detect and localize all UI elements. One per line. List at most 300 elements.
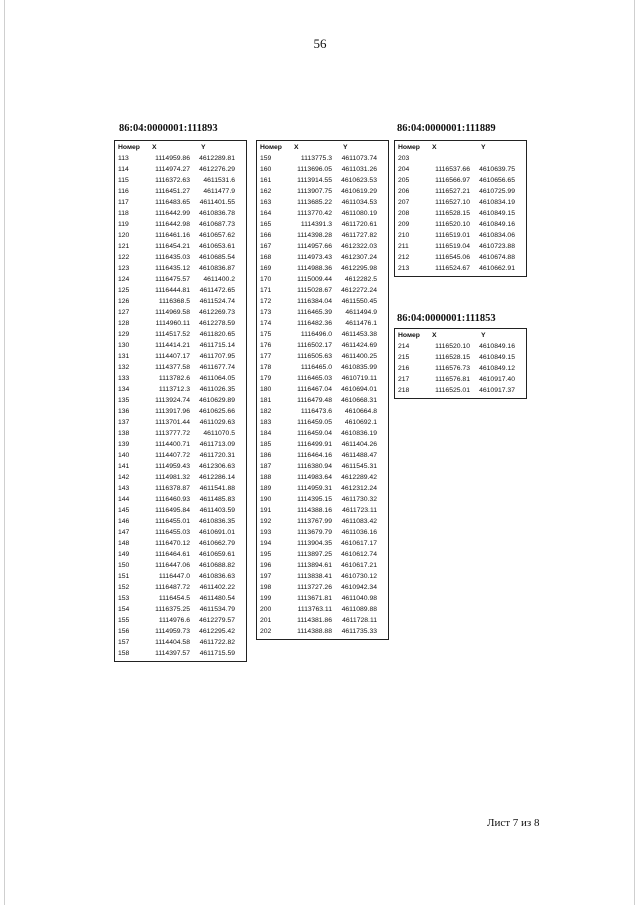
point-x: 1114517.52 [155,331,190,338]
point-y: 4611820.65 [199,331,235,338]
table-row [260,494,385,505]
table-row [118,527,243,538]
point-number: 119 [118,221,129,228]
table-row [260,208,385,219]
table-row [118,384,243,395]
point-y: 4611720.61 [341,221,377,228]
table-row [118,164,243,175]
point-x: 1113767.99 [297,518,332,525]
point-x: 1114983.64 [297,474,332,481]
point-x: 1113696.05 [297,166,332,173]
point-number: 124 [118,276,130,283]
point-y: 4612322.03 [341,243,377,250]
point-y: 4611524.74 [199,298,235,305]
point-y: 4611476.1 [345,320,377,327]
point-y: 4611031.26 [341,166,377,173]
point-y: 4610692.1 [344,419,377,426]
table-row [118,219,243,230]
point-x: 1116454.21 [155,243,190,250]
point-number: 206 [398,188,410,195]
point-y [473,153,515,164]
point-number: 117 [118,199,129,206]
table-row [260,626,385,637]
header-number: Номер [398,144,420,151]
table-row [260,395,385,406]
table-row [260,274,385,285]
point-number: 192 [260,518,272,525]
coordinates-table-111889 [394,140,527,277]
point-y: 4612276.29 [199,166,235,173]
point-number: 160 [260,166,272,173]
point-x: 1116464.61 [155,551,190,558]
point-y: 4610691.01 [199,529,235,536]
table-row [260,296,385,307]
point-y: 4611715.14 [199,342,235,349]
table-row [260,593,385,604]
point-x: 1116505.63 [297,353,332,360]
point-y: 4611424.69 [341,342,377,349]
point-y: 4610674.88 [479,254,515,261]
point-x: 1116459.04 [297,430,332,437]
coordinates-table-111893-part-2 [256,140,389,640]
point-y: 4610849.16 [479,343,515,350]
point-y: 4612278.59 [199,320,235,327]
scan-edge-right [634,0,635,905]
point-number: 201 [260,617,272,624]
point-x: 1114973.43 [297,254,332,261]
point-x: 1114974.27 [155,166,190,173]
point-number: 213 [398,265,410,272]
point-number: 127 [118,309,130,316]
table-row [260,560,385,571]
table-row [260,582,385,593]
table-row [118,241,243,252]
table-row [260,516,385,527]
point-x: 1116467.04 [297,386,332,393]
point-number: 210 [398,232,410,239]
point-x: 1116473.6 [300,408,332,415]
point-y: 4611727.82 [341,232,377,239]
point-x: 1114959.31 [297,485,332,492]
table-row [118,450,243,461]
header-x: X [432,144,437,151]
table-row [118,175,243,186]
header-x: X [432,332,437,339]
point-x: 1113917.96 [155,408,190,415]
point-x: 1114414.21 [155,342,190,349]
point-number: 152 [118,584,130,591]
point-y: 4612279.57 [199,617,235,624]
point-x: 1116527.21 [435,188,470,195]
point-x: 1114404.58 [155,639,190,646]
point-y: 4612269.73 [199,309,235,316]
point-y: 4611083.42 [341,518,377,525]
table-row [260,384,385,395]
point-number: 176 [260,342,272,349]
point-x: 1116520.10 [435,343,470,350]
table-row [118,505,243,516]
point-y: 4610653.61 [199,243,235,250]
point-number: 183 [260,419,272,426]
header-x: X [294,144,299,151]
parcel-title-111889: 86:04:0000001:111889 [397,123,496,134]
table-row [260,472,385,483]
table-row [118,604,243,615]
point-number: 198 [260,584,272,591]
point-y: 4611715.59 [199,650,235,657]
point-x: 1116380.94 [297,463,332,470]
point-number: 116 [118,188,129,195]
point-x: 1114377.58 [155,364,190,371]
table-row [398,241,523,252]
point-x: 1116455.01 [155,518,190,525]
page-number: 56 [313,36,327,51]
table-row [260,164,385,175]
point-x: 1114381.86 [297,617,332,624]
point-y: 4611722.82 [199,639,235,646]
point-y: 4610836.78 [199,210,235,217]
header-number: Номер [398,332,420,339]
table-row [118,516,243,527]
point-number: 143 [118,485,130,492]
point-number: 190 [260,496,272,503]
point-y: 4610836.87 [199,265,235,272]
table-row [260,175,385,186]
point-x: 1116444.81 [155,287,190,294]
table-row [118,615,243,626]
point-number: 161 [260,177,272,184]
table-header-row [398,330,523,341]
point-y: 4610835.99 [341,364,377,371]
table-row [398,363,523,374]
table-row [260,450,385,461]
table-row [118,296,243,307]
point-x: 1116525.01 [435,387,470,394]
table-row [260,549,385,560]
scan-edge-left [4,0,5,905]
point-x: 1116461.16 [155,232,190,239]
table-row [260,153,385,164]
point-x: 1114960.11 [155,320,190,327]
table-row [118,593,243,604]
table-row [260,538,385,549]
point-number: 115 [118,177,129,184]
point-y: 4612295.98 [341,265,377,272]
point-number: 113 [118,155,129,162]
point-x: 1116527.10 [435,199,470,206]
table-header-row [398,142,523,153]
point-x: 1116368.5 [158,298,190,305]
point-y: 4610657.62 [199,232,235,239]
point-number: 189 [260,485,272,492]
point-number: 199 [260,595,272,602]
point-y: 4610694.01 [341,386,377,393]
point-number: 122 [118,254,130,261]
point-number: 212 [398,254,410,261]
point-number: 197 [260,573,272,580]
coordinates-table-111893-part-1 [114,140,247,662]
point-x: 1114400.71 [155,441,190,448]
point-number: 147 [118,529,130,536]
point-x: 1116483.65 [155,199,190,206]
point-number: 214 [398,343,410,350]
point-x: 1113894.61 [297,562,332,569]
table-row [118,406,243,417]
point-x: 1116447.0 [158,573,190,580]
point-number: 164 [260,210,272,217]
point-number: 136 [118,408,130,415]
point-y: 4611404.26 [341,441,377,448]
point-number: 149 [118,551,130,558]
point-number: 168 [260,254,272,261]
point-y: 4612289.81 [199,155,235,162]
table-row [398,230,523,241]
point-y: 4611707.95 [199,353,235,360]
point-y: 4611480.54 [199,595,235,602]
point-x: 1113777.72 [155,430,190,437]
table-row [260,604,385,615]
table-row [260,439,385,450]
table-row [260,527,385,538]
point-y: 4610836.63 [199,573,235,580]
point-number: 195 [260,551,272,558]
header-y: Y [481,332,486,339]
point-y: 4610836.19 [341,430,377,437]
point-x: 1113897.25 [297,551,332,558]
point-x: 1113914.55 [297,177,332,184]
header-number: Номер [118,144,140,151]
point-y: 4611073.74 [341,155,377,162]
point-number: 155 [118,617,130,624]
point-number: 166 [260,232,272,239]
point-x: 1114959.43 [155,463,190,470]
point-x: 1116460.93 [155,496,190,503]
point-y: 4611036.16 [341,529,377,536]
point-number: 174 [260,320,272,327]
point-x: 1116375.25 [155,606,190,613]
table-row [118,153,243,164]
point-number: 159 [260,155,272,162]
point-y: 4611534.79 [199,606,235,613]
point-x: 1113727.26 [297,584,332,591]
point-y: 4611403.59 [199,507,235,514]
table-row [260,230,385,241]
table-header-row [118,142,243,153]
table-row [118,549,243,560]
point-x: 1116459.05 [297,419,332,426]
point-y: 4612307.24 [341,254,377,261]
point-x: 1113838.41 [297,573,332,580]
sheet-footer: Лист 7 из 8 [487,817,540,829]
point-x: 1116455.03 [155,529,190,536]
point-number: 216 [398,365,410,372]
point-x: 1115009.44 [297,276,332,283]
point-number: 132 [118,364,130,371]
point-x: 1116372.63 [155,177,190,184]
point-number: 202 [260,628,272,635]
table-row [398,197,523,208]
table-row [260,428,385,439]
point-x: 1116465.39 [297,309,332,316]
point-number: 170 [260,276,272,283]
point-number: 140 [118,452,130,459]
point-x: 1114388.88 [297,628,332,635]
table-row [118,208,243,219]
point-x: 1116519.01 [435,232,470,239]
table-row [118,626,243,637]
point-y: 4611545.31 [341,463,377,470]
point-number: 205 [398,177,410,184]
table-row [118,472,243,483]
point-y: 4611400.2 [203,276,235,283]
point-x: 1116520.10 [435,221,470,228]
point-x: 1116499.91 [297,441,332,448]
table-row [118,186,243,197]
point-number: 114 [118,166,129,173]
point-y: 4611401.55 [199,199,235,206]
point-x: 1116454.5 [158,595,190,602]
point-number: 182 [260,408,272,415]
point-y: 4610834.06 [479,232,515,239]
table-row [398,208,523,219]
point-y: 4611064.05 [199,375,235,382]
point-number: 138 [118,430,130,437]
table-row [260,571,385,582]
point-y: 4610623.53 [341,177,377,184]
point-x: 1114388.16 [297,507,332,514]
point-number: 134 [118,386,130,393]
table-row [118,318,243,329]
table-row [260,362,385,373]
table-row [398,374,523,385]
point-y: 4612295.42 [199,628,235,635]
point-y: 4611477.9 [203,188,235,195]
table-row [260,329,385,340]
point-number: 129 [118,331,130,338]
point-x: 1114407.17 [155,353,190,360]
point-number: 139 [118,441,130,448]
point-y: 4611494.9 [345,309,377,316]
point-number: 175 [260,331,272,338]
header-y: Y [343,144,348,151]
table-row [398,252,523,263]
table-row [118,461,243,472]
point-y: 4610730.12 [341,573,377,580]
point-number: 118 [118,210,129,217]
point-x: 1116442.99 [155,210,190,217]
parcel-title-111853: 86:04:0000001:111853 [397,313,496,324]
point-x: 1116465.0 [300,364,332,371]
table-row [260,263,385,274]
header-y: Y [201,144,206,151]
point-number: 181 [260,397,272,404]
table-row [260,285,385,296]
point-x: 1113763.11 [297,606,332,613]
table-row [398,153,523,164]
point-x: 1116519.04 [435,243,470,250]
point-x: 1116524.67 [435,265,470,272]
point-number: 153 [118,595,130,602]
table-row [260,351,385,362]
table-row [260,252,385,263]
table-row [118,538,243,549]
table-row [118,340,243,351]
point-x: 1114397.57 [155,650,190,657]
point-number: 162 [260,188,272,195]
point-x: 1114957.66 [297,243,332,250]
point-x: 1116496.0 [300,331,332,338]
point-x: 1116487.72 [155,584,190,591]
point-number: 209 [398,221,410,228]
point-y: 4610668.31 [341,397,377,404]
point-number: 187 [260,463,272,470]
point-number: 142 [118,474,130,481]
point-number: 125 [118,287,130,294]
point-y: 4611026.35 [199,386,235,393]
point-x [428,153,473,164]
table-row [260,461,385,472]
table-row [398,352,523,363]
point-y: 4610725.99 [479,188,515,195]
point-y: 4610617.17 [341,540,377,547]
point-y: 4610688.82 [199,562,235,569]
point-y: 4610664.8 [344,408,377,415]
point-y: 4611029.63 [199,419,235,426]
point-x: 1114395.15 [297,496,332,503]
header-x: X [152,144,157,151]
point-number: 130 [118,342,130,349]
table-row [118,329,243,340]
point-y: 4610639.75 [479,166,515,173]
point-y: 4611040.98 [341,595,377,602]
header-number: Номер [260,144,282,151]
point-number: 126 [118,298,130,305]
point-x: 1113924.74 [155,397,190,404]
table-row [118,417,243,428]
point-number: 203 [398,155,410,162]
point-number: 135 [118,397,130,404]
table-row [260,373,385,384]
table-row [398,164,523,175]
point-y: 4612282.5 [344,276,377,283]
point-y: 4611550.45 [341,298,377,305]
table-row [118,582,243,593]
point-x: 1116470.12 [155,540,190,547]
point-x: 1116495.84 [155,507,190,514]
point-y: 4610662.91 [479,265,515,272]
point-x: 1113701.44 [155,419,190,426]
point-number: 157 [118,639,130,646]
table-row [118,395,243,406]
point-number: 121 [118,243,130,250]
point-x: 1116528.15 [435,210,470,217]
point-y: 4611735.33 [341,628,377,635]
point-number: 218 [398,387,410,394]
point-number: 154 [118,606,130,613]
point-number: 146 [118,518,130,525]
point-y: 4611472.65 [199,287,235,294]
point-number: 163 [260,199,272,206]
point-x: 1113907.75 [297,188,332,195]
point-x: 1114969.58 [155,309,190,316]
point-number: 156 [118,628,130,635]
point-y: 4610687.73 [199,221,235,228]
table-row [260,340,385,351]
point-number: 131 [118,353,130,360]
point-y: 4611485.83 [199,496,235,503]
point-x: 1116435.12 [155,265,190,272]
point-x: 1116475.57 [155,276,190,283]
